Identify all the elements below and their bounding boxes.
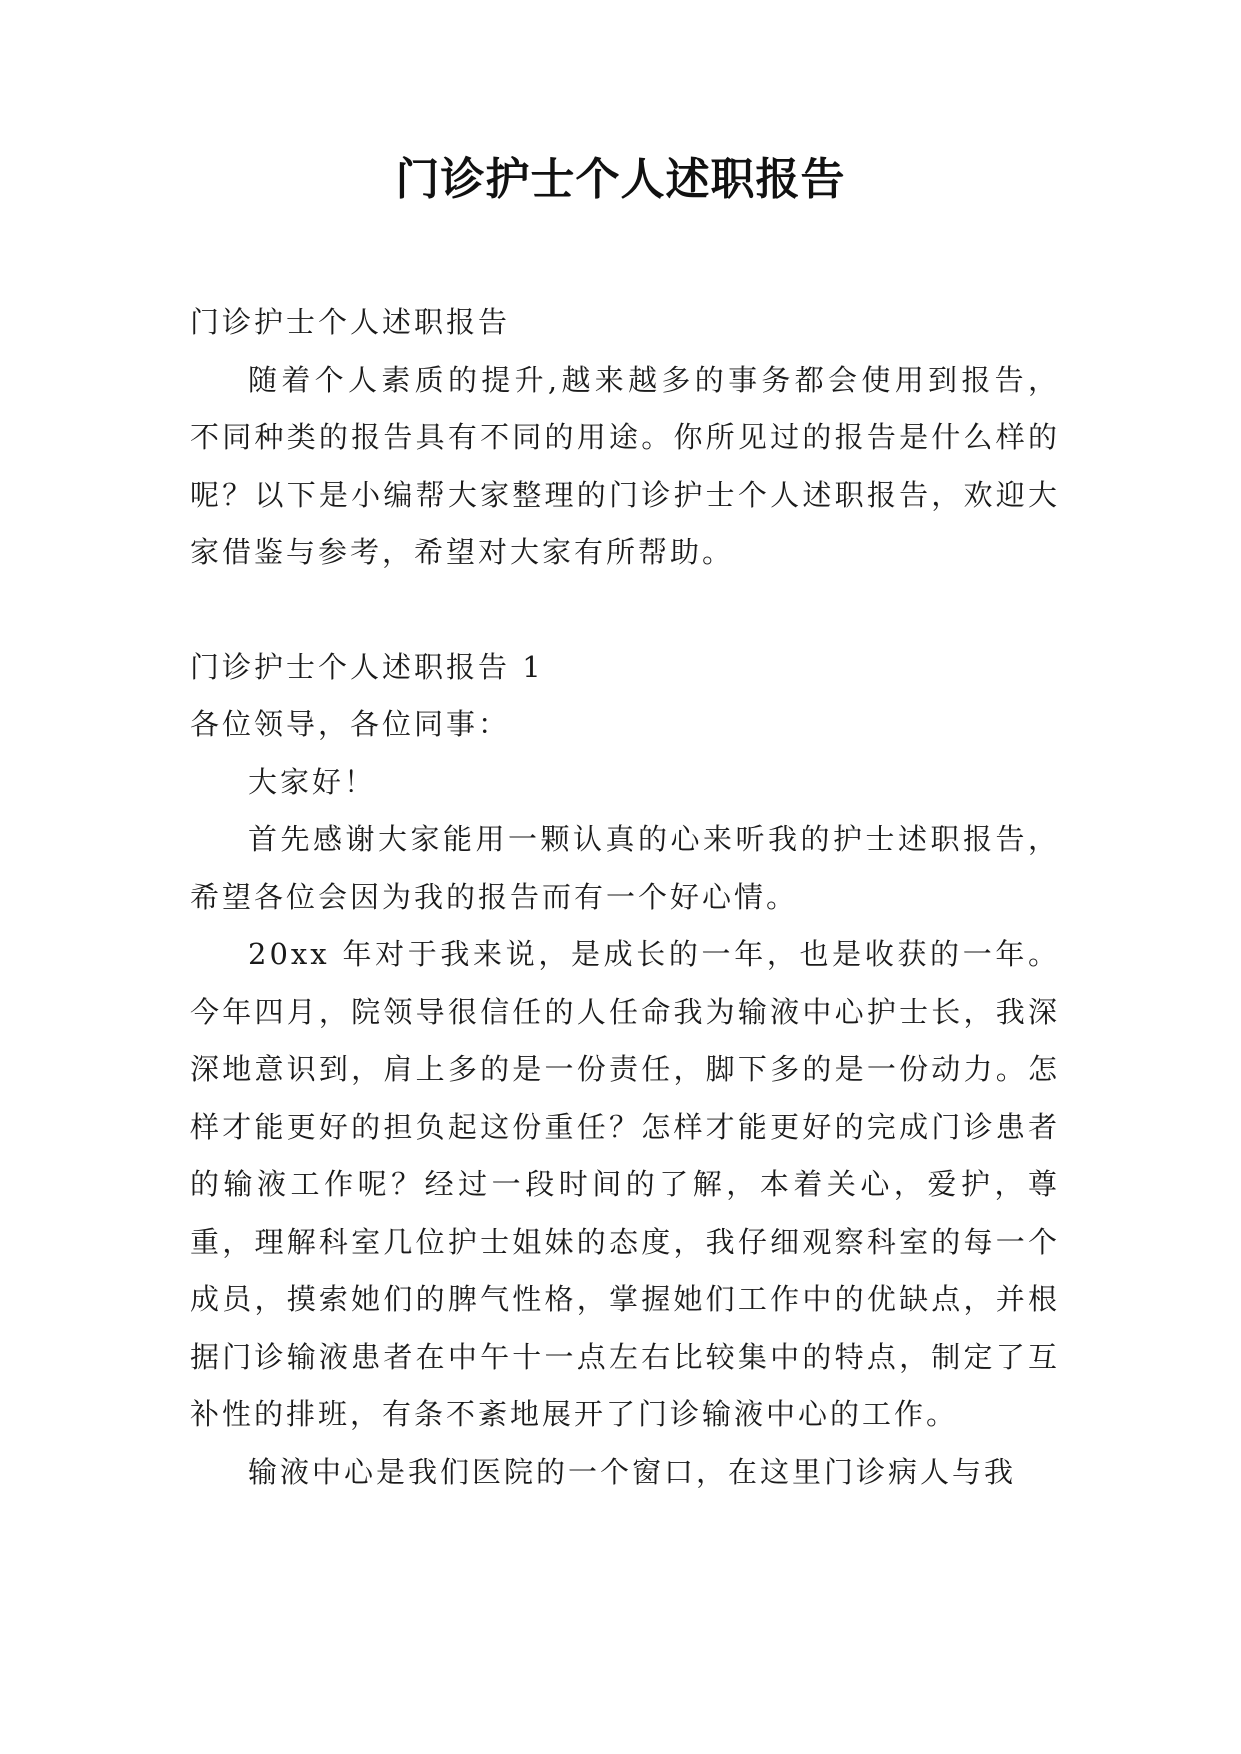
document-title: 门诊护士个人述职报告 xyxy=(395,154,846,205)
greeting: 大家好！ xyxy=(248,764,377,799)
body-paragraph-2: 20xx 年对于我来说，是成长的一年，也是收获的一年。今年四月，院领导很信任的人任命我为输液中心护士长，我深深地意识到，肩上多的是一份责任，脚下多的是一份动力。怎样才能更好的担负起这份重任？怎样才能更好的完成门诊患者的输液工作呢？经过一段时间的了解，本着关心，爱护，尊重，理解科室几位护士姐妹的态度，我仔细观察科室的每一个成员，摸索她们的脾气性格，掌握她们工作中的优缺点，并根据门诊输液患者在中午十一点左右比较集中的特点，制定了互补性的排班，有条不紊地展开了门诊输液中心的工作。 xyxy=(190,937,1060,1431)
body-paragraph-3: 输液中心是我们医院的一个窗口，在这里门诊病人与我 xyxy=(248,1454,1017,1489)
intro-paragraph: 随着个人素质的提升,越来越多的事务都会使用到报告，不同种类的报告具有不同的用途。你所见过的报告是什么样的呢？以下是小编帮大家整理的门诊护士个人述职报告，欢迎大家借鉴与参考，希望对大家有所帮助。 xyxy=(190,362,1060,569)
document-subtitle: 门诊护士个人述职报告 xyxy=(190,305,511,339)
section-heading: 门诊护士个人述职报告 1 xyxy=(190,649,544,684)
paragraph-spacer xyxy=(190,582,1060,639)
salutation: 各位领导，各位同事： xyxy=(190,707,511,741)
body-paragraph-1: 首先感谢大家能用一颗认真的心来听我的护士述职报告，希望各位会因为我的报告而有一个好心情。 xyxy=(190,822,1060,914)
document-body xyxy=(190,294,1060,1501)
